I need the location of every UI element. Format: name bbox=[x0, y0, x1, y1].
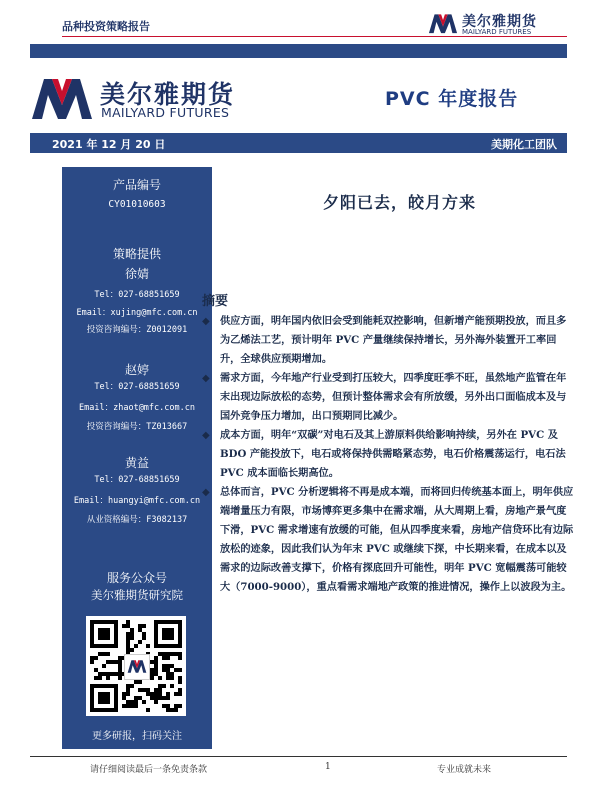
analyst-license: 从业资格编号：F3082137 bbox=[86, 515, 188, 525]
bullet-diamond-icon: ◆ bbox=[202, 487, 210, 498]
report-date: 2021 年 12 月 20 日 bbox=[52, 138, 166, 151]
qr-caption: 更多研报，扫码关注 bbox=[92, 731, 182, 742]
abstract-text: 总体而言，PVC 分析逻辑将不再是成本端，而将回归传统基本面上，明年供应端增量压力有限，市场博弈更多集中在需求端，从大周期上看，房地产景气度下滑，PVC 需求增速有放缓的可能，但从四季度来看，房地产信贷环比有边际放松的迹象，因此我们认为年末 PVC 或继续下探，中长期来看，在成本以及需求的边际改善支撑下，价格有探底回升可能性，明年 PVC 宽幅震荡可能较大（7000-9000），重点看需求端地产政策的推进情况，操作上以波段为主。 bbox=[220, 486, 574, 593]
list-item bbox=[202, 426, 574, 483]
analyst-tel: Tel：027-68851659 bbox=[94, 475, 180, 485]
footer-disclaimer: 请仔细阅读最后一条免责条款 bbox=[90, 765, 208, 775]
list-item bbox=[202, 312, 574, 369]
abstract-text: 需求方面，今年地产行业受到打压较大，四季度旺季不旺，虽然地产监管在年末出现边际放松的态势，但预计整体需求会有所放缓，另外出口面临成本及与国外竞争压力增加，出口预期同比减少。 bbox=[220, 372, 567, 422]
analyst-name: 赵婷 bbox=[124, 363, 149, 377]
analyst-license: 投资咨询编号：Z0012091 bbox=[86, 325, 188, 335]
report-category: 品种投资策略报告 bbox=[62, 20, 150, 33]
bullet-diamond-icon: ◆ bbox=[202, 430, 210, 441]
brand-mark-icon bbox=[127, 659, 147, 673]
abstract-list bbox=[202, 312, 574, 597]
abstract-heading: 摘要 bbox=[202, 294, 229, 309]
header-divider bbox=[62, 36, 567, 37]
analyst-name: 黄益 bbox=[124, 456, 149, 470]
list-item bbox=[202, 483, 574, 597]
headline: 夕阳已去，皎月方来 bbox=[322, 193, 476, 212]
header-logo bbox=[428, 10, 538, 38]
service-name: 美尔雅期货研究院 bbox=[91, 588, 183, 602]
analyst-license: 投资咨询编号：TZ013667 bbox=[86, 422, 188, 432]
strategy-label: 策略提供 bbox=[112, 247, 161, 261]
product-code-label: 产品编号 bbox=[112, 178, 161, 192]
brand-name-en: MAILYARD FUTURES bbox=[101, 105, 230, 120]
date-bar bbox=[30, 133, 567, 153]
brand-name-cn: 美尔雅期货 bbox=[100, 80, 236, 109]
product-code: CY01010603 bbox=[108, 199, 166, 210]
sidebar bbox=[62, 167, 212, 749]
main-logo bbox=[30, 75, 280, 120]
header-brand-en: MAILYARD FUTURES bbox=[462, 28, 532, 36]
analyst-tel: Tel：027-68851659 bbox=[94, 382, 180, 392]
bullet-diamond-icon: ◆ bbox=[202, 373, 210, 384]
brand-mark-icon bbox=[428, 12, 458, 34]
header-brand-cn: 美尔雅期货 bbox=[462, 14, 537, 30]
abstract-text: 成本方面，明年“双碳”对电石及其上游原料供给影响持续，另外在 PVC 及 BDO 产能投放下，电石或将保持供需略紧态势，电石价格震荡运行，电石法 PVC 成本面临长期高位。 bbox=[220, 429, 566, 479]
service-label: 服务公众号 bbox=[106, 571, 167, 585]
qr-code[interactable] bbox=[86, 616, 186, 716]
abstract-text: 供应方面，明年国内依旧会受到能耗双控影响，但新增产能预期投放，而且多为乙烯法工艺，预计明年 PVC 产量继续保持增长，另外海外装置开工率回升，全球供应预期增加。 bbox=[220, 315, 567, 365]
footer-divider bbox=[30, 756, 567, 757]
footer-slogan: 专业成就未来 bbox=[437, 765, 492, 775]
bullet-diamond-icon: ◆ bbox=[202, 316, 210, 327]
analyst-email[interactable]: Email：xujing@mfc.com.cn bbox=[76, 308, 198, 318]
qr-center-logo bbox=[124, 654, 150, 680]
brand-mark-icon bbox=[30, 75, 94, 120]
page-number: 1 bbox=[325, 762, 331, 772]
analyst-email[interactable]: Email：zhaot@mfc.com.cn bbox=[79, 403, 195, 413]
analyst-tel: Tel：027-68851659 bbox=[94, 290, 180, 300]
header-band bbox=[30, 44, 567, 58]
report-title: PVC 年度报告 bbox=[385, 88, 519, 110]
analyst-name: 徐婧 bbox=[124, 267, 149, 281]
analyst-email[interactable]: Email：huangyi@mfc.com.cn bbox=[73, 496, 201, 506]
report-team: 美期化工团队 bbox=[491, 138, 557, 151]
list-item bbox=[202, 369, 574, 426]
